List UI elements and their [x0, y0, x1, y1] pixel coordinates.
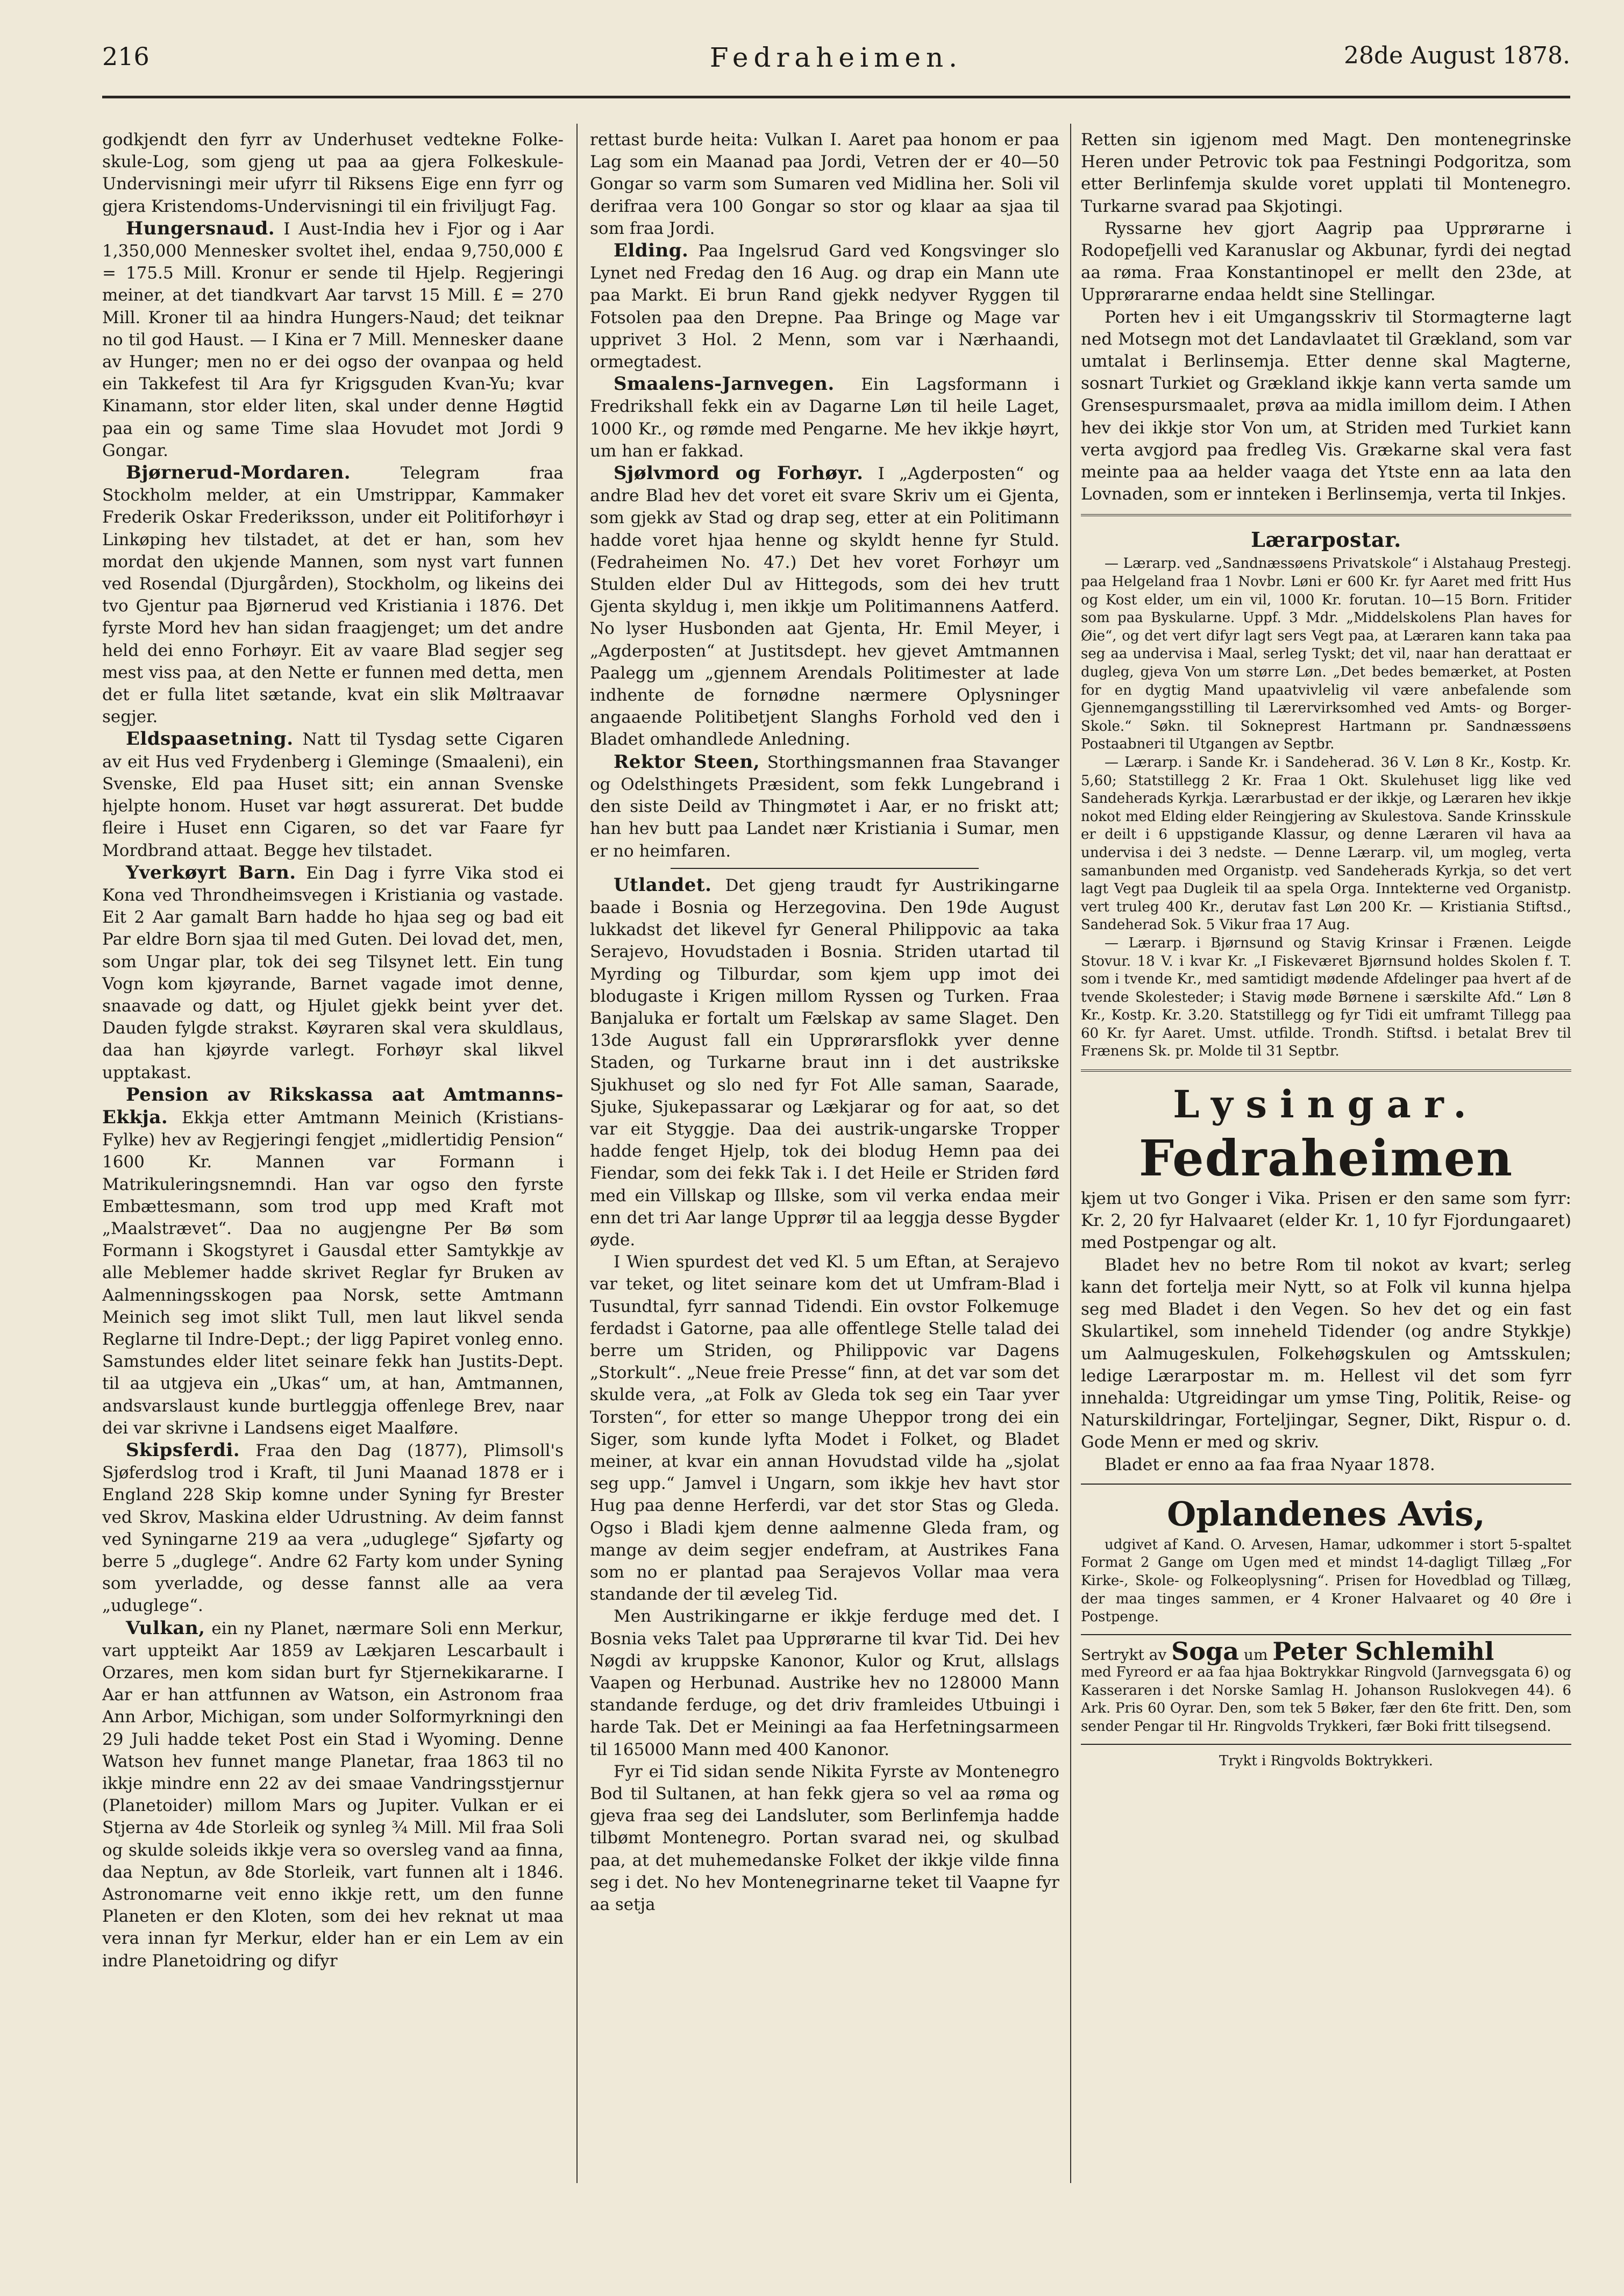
ad-divider	[1081, 1634, 1571, 1635]
article-heading: Eldspaasetning.	[126, 728, 294, 750]
article-heading: Elding.	[614, 240, 689, 262]
article-heading: Vulkan,	[126, 1617, 205, 1639]
ad-divider	[1081, 1744, 1571, 1745]
article	[590, 874, 1059, 1251]
article	[102, 1439, 564, 1617]
article-body: Fraa den Dag (1877), Plimsoll's Sjøferdslog trod i Kraft, til Juni Maanad 1878 er i England 228 Skip komne under Syning fyr Brester ved Skrov, Maskina elder Udrustning. Av deim fannst ved Syningarne 219 aa vera „uduglege“ Sjøfarty og berre 5 „duglege“. Andre 62 Farty kom under Syning som yverladde, og desse fannst alle aa vera „uduglege“.	[102, 1441, 564, 1616]
article-text: I Wien spurdest det ved Kl. 5 um Eftan, at Serajevo var teket, og litet seinare kom det ut Umfram-Blad i Tusundtal, fyrr sannad Tidendi. Ein ovstor Folkemuge ferdadst i Gatorne, paa alle offentlege Stelle talad dei berre um Striden, og Philippovic var Dagens „Storkult“. „Neue freie Presse“ finn, at det var som det skulde vera, „at Folk av Gleda tok seg ein Taar yver Torsten“, for etter so mange Uheppor trong dei ein Siger, som kunde lyfta Modet i Folket, og Bladet meiner, at kvar ein annan Hovudstad vilde ha „sjolat seg upp.“ Jamvel i Ungarn, som ikkje hev havt stor Hug paa denne Herferdi, var det stor Stas og Gleda. Ogso i Bladi kjem denne aalmenne Gleda fram, og mange av deim segjer endefram, at Austrikes Fana som no er plantad paa Serajevos Vollar maa vera standande der til æveleg Tid.	[590, 1252, 1059, 1605]
masthead-title: Fedraheimen.	[709, 42, 963, 73]
article-heading: Sjølvmord og Forhøyr.	[614, 462, 864, 484]
section-divider	[1081, 514, 1571, 516]
soga-ad-line	[1081, 1636, 1571, 1666]
article-body: I Aust-India hev i Fjor og i Aar 1,350,000 Mennesker svoltet ihel, endaa 9,750,000 £ = 175.5 Mill. Kronur er sende til Hjelp. Regjeringi meiner, at det tiandkvart Aar tarvst 15 Mill. £ = 270 Mill. Kroner til aa hindra Hungers-Naud; det teiknar no til god Haust. — I Kina er 7 Mill. Mennesker daane av Hunger; men no er dei ogso der ovanpaa og held ein Takkefest til Ara fyr Krigsguden Kvan-Yu; kvar Kinamann, stor elder liten, skal under denne Høgtid paa ein og same Time slaa Hovudet mot Jordi 9 Gongar.	[102, 219, 564, 460]
article-text: Ryssarne hev gjort Aagrip paa Upprørarne i Rodopefjelli ved Karanuslar og Akbunar, fyrdi dei negtad aa røma. Fraa Konstantinopel er mellt den 23de, at Upprørararne endaa heldt sine Stellingar.	[1081, 218, 1571, 305]
column-3	[1081, 129, 1571, 2172]
teacher-post: — Lærarp. i Sande Kr. i Sandeherad. 36 V. Løn 8 Kr., Kostp. Kr. 5,60; Statstillegg 2 Kr. Fraa 1 Okt. Skulehuset ligg like ved Sandeherads Kyrkja. Lærarbustad er der ikkje, og Læraren hev ikkje nokot med Elding elder Reingjering av Skulestova. Sande Krinsskule er deilt i 6 uppstigande Klassur, og denne Læraren vil hava aa undervisa i dei 3 nedste. — Denne Lærarp. vil, um mogleg, verta samanbunden med Organistp. ved Sandeherads Kyrkja, so det vert lagt Vegt paa Dugleik til aa spela Orga. Inntekterne ved Organistp. vert truleg 400 Kr., derutav fast Løn 200 Kr. — Kristiania Stiftsd., Sandeherad Sok. 5 Vikur fraa 17 Aug.	[1081, 754, 1571, 933]
ad-text: Bladet er enno aa faa fraa Nyaar 1878.	[1105, 1454, 1435, 1474]
ad-text: udgivet af Kand. O. Arvesen, Hamar, udkommer i stort 5-spaltet Format 2 Gange om Ugen med et mindst 14-dagligt Tillæg „For Kirke-, Skole- og Folkeoplysning“. Prisen for Hovedblad og Tillæg, der maa tinges sammen, er 4 Kroner Halvaaret og 40 Øre i Postpenge.	[1081, 1536, 1571, 1625]
ad-text: Sertrykt av	[1081, 1645, 1167, 1664]
article-body: Telegram fraa Stockholm melder, at ein Umstrippar, Kammaker Frederik Oskar Frederiksson, under eit Politiforhøyr i Linkøping hev tilstadet, at det er han, som hev mordat den ukjende Mannen, som nyst vart funnen ved Rosendal (Djurgården), Stockholm, og likeins dei tvo Gjentur paa Bjørnerud ved Kristiania i 1876. Det fyrste Mord hev han sidan fraagjenget; um det andre held dei enno Forhøyr. Eit av vaare Blad segjer seg mest viss paa, at den Nette er funnen med detta, men det er fulla litet sætande, kvat ein slik Møltraavar segjer.	[102, 464, 564, 727]
teacher-posts-heading: Lærarpostar.	[1251, 527, 1401, 552]
section-divider	[1081, 1069, 1571, 1072]
article	[590, 240, 1059, 373]
article-text: Porten hev i eit Umgangsskriv til Stormagterne lagt ned Motsegn mot det Landavlaatet til Grækland, som var umtalat i Berlinsemja. Etter denne skal Magterne, sosnart Turkiet og Grækland ikkje kann verta samde um Grensespursmaalet, prøva aa midla imillom deim. I Athen hev dei ikkje stor Von um, at Striden med Turkiet kann verta avgjord paa fredleg Vis. Grækarne skal vera fast meinte paa aa helder vaaga det Ytste enn aa lata den Lovnaden, som er innteken i Berlinsemja, verta til Inkjes.	[1081, 307, 1571, 504]
article-body: ein ny Planet, nærmare Soli enn Merkur, vart uppteikt Aar 1859 av Lækjaren Lescarbault i Orzares, men kom sidan burt fyr Stjernekikararne. I Aar er han attfunnen av Watson, ein Astronom fraa Ann Arbor, Michigan, som under Solformyrkningi den 29 Juli hadde teket Post ein Stad i Wyoming. Denne Watson hev funnet mange Planetar, fraa 1863 til no ikkje mindre enn 22 av dei smaae Vandringsstjernur (Planetoider) millom Mars og Jupiter. Vulkan er ei Stjerna av 4de Storleik og synleg ¾ Mill. Mil fraa Soli og skulde soleids ikkje vera so oversleg vand aa finna, daa Neptun, av 8de Storleik, vart funnen alt i 1846. Astronomarne veit enno ikkje rett, um den funne Planeten er den Kloten, som dei hev reknat ut maa vera innan fyr Merkur, elder han er ein Lem av ein indre Planetoidring og difyr	[102, 1618, 564, 1971]
column-2	[590, 129, 1059, 2172]
article-heading: Rektor Steen,	[614, 751, 760, 773]
article	[590, 751, 1059, 862]
article	[102, 218, 564, 462]
oplandenes-avis-title: Oplandenes Avis,	[1167, 1494, 1485, 1534]
article	[102, 462, 564, 728]
article-heading: Hungersnaud.	[126, 217, 275, 239]
ad-text: Soga	[1171, 1636, 1240, 1666]
fedraheimen-ad-title: Fedraheimen	[1138, 1129, 1514, 1188]
article-heading: Smaalens-Jarnvegen.	[614, 373, 835, 395]
article	[590, 462, 1059, 751]
ad-text: med Fyreord er aa faa hjaa Boktrykkar Ringvold (Jarnvegsgata 6) og Kasseraren i det Norske Samlag H. Johanson Ruslokvegen 44). 6 Ark. Pris 60 Oyrar. Den, som tek 5 Bøker, fær den 6te fritt. Den, som sender Pengar til Hr. Ringvolds Trykkeri, fær Boki fritt tilsegsend.	[1081, 1664, 1571, 1735]
teacher-post: — Lærarp. ved „Sandnæssøens Privatskole“ i Alstahaug Prestegj. paa Helgeland fraa 1 Novbr. Løni er 600 Kr. fyr Aaret med fritt Hus og Kost elder, um ein vil, 1000 Kr. forutan. 10—15 Born. Fritider som paa Byskularne. Uppf. 3 Mdr. „Middelskolens Plan haves for Øie“, og det vert difyr lagt sers Vegt paa, at Læraren kann taka paa seg aa undervisa i Maal, serleg Tyskt; det vil, naar han derattaat er dugleg, gjeva Von um større Løn. „Det bedes bemærket, at Posten for en dygtig Mand upaatvivlelig vil være anbefalende som Gjennemgangsstilling til Lærervirksomhed ved Amts- og Borger-Skole.“ Søkn. til Sokneprest Hartmann pr. Sandnæssøens Postaabneri til Utgangen av Septbr.	[1081, 555, 1571, 753]
article-text: Retten sin igjenom med Magt. Den montenegrinske Heren under Petrovic tok paa Festningi Podgoritza, som etter Berlinfemja skulde voret upplati til Montenegro. Turkarne svarad paa Skjotingi.	[1081, 130, 1571, 216]
printer-line: Trykt i Ringvolds Boktrykkeri.	[1219, 1752, 1433, 1769]
ad-text: kjem ut tvo Gonger i Vika. Prisen er den same som fyrr: Kr. 2, 20 fyr Halvaaret (elder Kr. 1, 10 fyr Fjordungaaret) med Postpengar og alt.	[1081, 1189, 1571, 1253]
article-body: Natt til Tysdag sette Cigaren av eit Hus ved Frydenberg i Gleminge (Smaaleni), ein Svenske, Eld paa Huset sitt; ein annan Svenske hjelpte honom. Huset var høgt assurerat. Det budde fleire i Huset enn Cigaren, so det var Faare fyr Mordbrand attaat. Begge hev tilstadet.	[102, 730, 564, 860]
page-header	[102, 42, 1570, 80]
article	[102, 1617, 564, 1972]
article-text: Men Austrikingarne er ikkje ferduge med det. I Bosnia veks Talet paa Upprørarne til kvar Tid. Dei hev Nøgdi av kruppske Kanonor, Kulor og Krut, allslags Vaapen og Herbunad. Austrike hev no 128000 Mann standande ferduge, og det driv framleides Utbuingi i harde Tak. Det er Meiningi aa faa Herfetningsarmeen til 165000 Mann med 400 Kanonor.	[590, 1607, 1059, 1759]
section-divider	[671, 868, 979, 869]
column-1	[102, 129, 564, 2172]
article-body: Ekkja etter Amtmann Meinich (Kristians-Fylke) hev av Regjeringi fengjet „midlertidig Pension“ 1600 Kr. Mannen var Formann i Matrikuleringsnemndi. Han var ogso den fyrste Embættesmann, som trod upp med Kraft mot „Maalstrævet“. Daa no augjengne Per Bø som Formann i Skogstyret i Gausdal etter Samtykkje av alle Meblemer hadde skrivet Reglar fyr Bruken av Aalmenningsskogen paa Norsk, sette Amtmann Meinich seg imot slikt Tull, men laut likvel senda Reglarne til Indre-Dept.; der ligg Papiret vonleg enno. Samstundes elder litet seinare fekk han Justits-Dept. til aa utgjeva ein „Ukas“ um, at han, Amtmannen, andsvarslaust kunde burtleggja offenlege Brev, naar dei var skrivne i Landsens eiget Maalføre.	[102, 1108, 564, 1438]
ad-divider	[1081, 1484, 1571, 1485]
ad-text: Peter Schlemihl	[1272, 1636, 1494, 1666]
header-rule	[102, 96, 1570, 98]
article-heading: Yverkøyrt Barn.	[126, 861, 296, 883]
article	[102, 1084, 564, 1439]
teacher-posts	[1081, 555, 1571, 1061]
article-body: Storthingsmannen fraa Stavanger og Odelsthingets Præsident, som fekk Lungebrand i den siste Deild av Thingmøtet i Aar, er no friskt att; han hev butt paa Landet nær Kristiania i Sumar, men er no heimfaren.	[590, 752, 1059, 861]
article	[102, 728, 564, 861]
article-heading: Skipsferdi.	[126, 1439, 240, 1461]
article-body: Det gjeng traudt fyr Austrikingarne baade i Bosnia og Herzegovina. Den 19de August lukkadst det likevel fyr General Philippovic aa taka Serajevo, Hovudstaden i Bosnia. Striden utartad til Myrding og Tilburdar, som kjem upp imot dei blodugaste i Krigen millom Ryssen og Turken. Fraa Banjaluka er fortalt um Fælskap av same Slaget. Den 13de August fall ein Upprørarsflokk yver denne Staden, og Turkarne braut inn i det austrikske Sjukhuset og slo ned fyr Fot Alle saman, Saarade, Sjuke, Sjukepassarar og Lækjarar og for aat, so det var eit Styggje. Daa dei austrik-ungarske Tropper hadde fenget Hjelp, tok dei blodug Hemn paa dei Fiendar, som dei fekk Tak i. I det Heile er Striden førd med ein Villskap og Illske, som vil verka endaa meir enn det tri Aar lange Upprør til aa leggja desse Bygder øyde.	[590, 875, 1059, 1250]
article	[102, 862, 564, 1084]
column-divider	[1070, 124, 1071, 2183]
article-body: I „Agderposten“ og andre Blad hev det voret eit svare Skriv um ei Gjenta, som gjekk av Stad og drap seg, etter at ein Politimann hadde voret hjaa henne og skyldt henne fyr Stuld. (Fedraheimen No. 47.) Det hev voret Forhøyr um Stulden elder Dul av Hittegods, som dei hev trutt Gjenta skyldug i, men ikkje um Politimannens Aatferd. No lyser Husbonden aat Gjenta, Hr. Emil Meyer, i „Agderposten“ at Justitsdept. hev gjevet Amtmannen Paalegg um „gjennem Arendals Politimester at lade indhente de fornødne nærmere Oplysninger angaaende Politibetjent Slanghs Forhold ved den i Bladet omhandlede Anledning.	[590, 464, 1060, 750]
article	[590, 373, 1059, 462]
article-text: rettast burde heita: Vulkan I. Aaret paa honom er paa Lag som ein Maanad paa Jordi, Vetren der er 40—50 Gongar so varm som Sumaren ved Midlina her. Soli vil derifraa vera 100 Gongar so stor og klaar aa sjaa til som fraa Jordi.	[590, 130, 1059, 238]
article-text: Fyr ei Tid sidan sende Nikita Fyrste av Montenegro Bod til Sultanen, at han fekk gjera so vel aa røma og gjeva fraa seg dei Landsluter, som Berlinfemja hadde tilbømt Montenegro. Portan svarad nei, og skulbad paa, at det muhemedanske Folket der ikkje vilde finna seg i det. No hev Montenegrinarne teket til Vaapne fyr aa setja	[590, 1762, 1059, 1915]
article-body: Paa Ingelsrud Gard ved Kongsvinger slo Lynet ned Fredag den 16 Aug. og drap ein Mann ute paa Markt. Ei brun Rand gjekk nedyver Ryggen til Fotsolen paa den Drepne. Paa Bringe og Mage var upprivet 3 Hol. 2 Menn, som var i Nærhaandi, ormegtadest.	[590, 241, 1059, 372]
teacher-post: — Lærarp. i Bjørnsund og Stavig Krinsar i Frænen. Leigde Stovur. 18 V. i kvar Kr. „I Fiskeværet Bjørnsund holdes Skolen f. T. som i tvende Kr., med samtidigt mødende Afdelinger paa hvert af de tvende Skolesteder; i Stavig møde Børnene i særskilte Afd.“ Løn 8 Kr., Kostp. Kr. 3.20. Statstillegg og fyr Tidi eit umframt Tillegg paa 60 Kr. fyr Aaret. Umst. utfilde. Trondh. Stiftsd. i betalat Brev til Frænens Sk. pr. Molde til 31 Septbr.	[1081, 935, 1571, 1060]
issue-date: 28de August 1878.	[1343, 42, 1570, 69]
article-body: Ein Lagsformann i Fredrikshall fekk ein av Dagarne Løn til heile Laget, 1000 Kr., og rømde med Pengarne. Me hev ikkje høyrt, um han er fakkad.	[590, 375, 1059, 461]
ad-text: Bladet hev no betre Rom til nokot av kvart; serleg kann det fortelja meir Nytt, so at Folk vil kunna hjelpa seg med Bladet i den Vegen. So hev det og ein fast Skulartikel, som inneheld Tidender (og andre Stykkje) um Aalmugeskulen, Folkehøgskulen og Amtsskulen; ledige Lærarpostar m. m. Hellest vil det som fyrr innehalda: Utgreidingar um ymse Ting, Politik, Reise- og Naturskildringar, Forteljingar, Segner, Dikt, Rispur o. d. Gode Menn er med og skriv.	[1081, 1255, 1571, 1452]
column-divider	[576, 124, 578, 2183]
article-text: godkjendt den fyrr av Underhuset vedtekne Folke-skule-Log, som gjeng ut paa aa gjera Folkeskule-Undervisningi meir ufyrr til Riksens Eige enn fyrr og gjera Kristendoms-Undervisningi til ein friviljugt Fag.	[102, 130, 564, 216]
article-body: Ein Dag i fyrre Vika stod ei Kona ved Throndheimsvegen i Kristiania og vastade. Eit 2 Aar gamalt Barn hadde ho hjaa seg og bad eit Par eldre Born sjaa til med Guten. Dei lovad det, men, som Ungar plar, tok dei seg Tilsynet lett. Ein tung Vogn kom kjøyrande, Barnet vagade imot denne, snaavade og datt, og Hjulet gjekk beint yver det. Dauden fylgde strakst. Køyraren skal vera skuldlaus, daa han kjøyrde varlegt. Forhøyr skal likvel upptakast.	[102, 863, 564, 1082]
advertisements-heading: Lysingar.	[1173, 1082, 1479, 1127]
article-heading: Pension av Rikskassa aat Amtmanns-Ekkja.	[102, 1083, 564, 1128]
article-heading: Bjørnerud-Mordaren.	[126, 462, 351, 484]
page-number: 216	[102, 42, 149, 71]
ad-text: um	[1243, 1645, 1268, 1664]
article-heading: Utlandet.	[614, 874, 712, 896]
